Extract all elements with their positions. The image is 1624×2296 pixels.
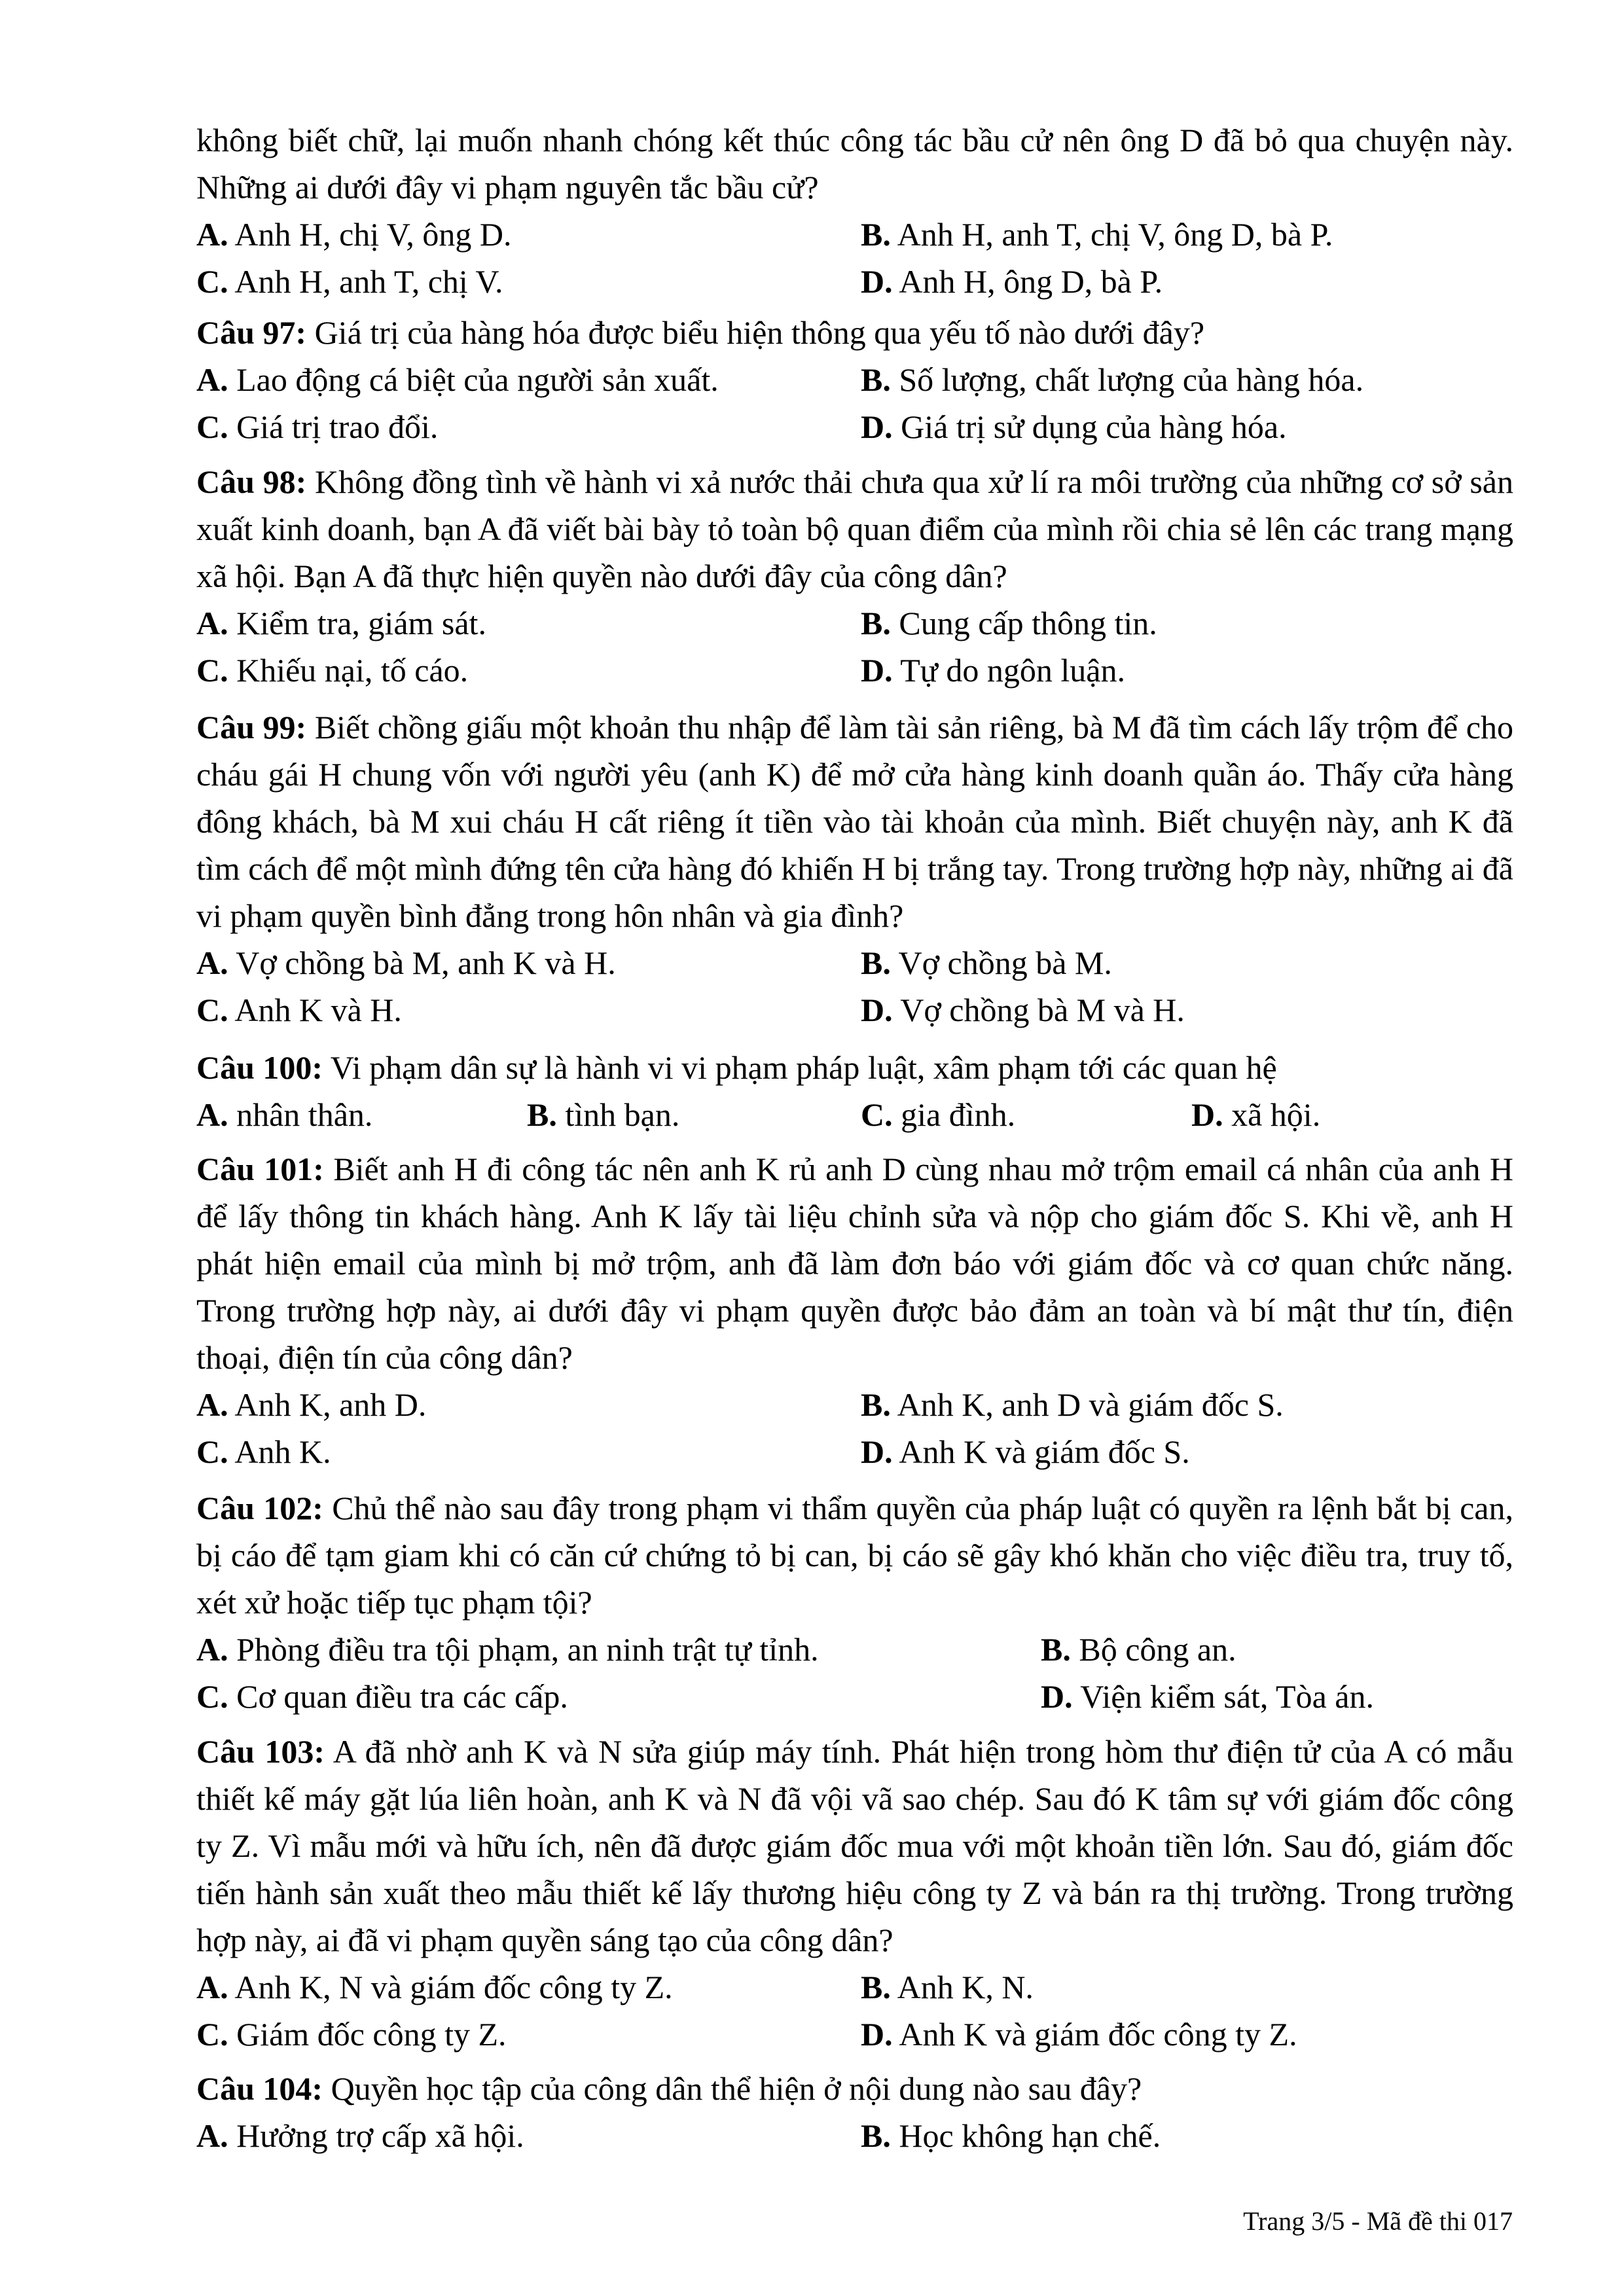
question-98 [196,458,1513,694]
options-row [196,1381,1513,1428]
question-label: Câu 98: [196,463,307,500]
question-text [196,1145,1513,1381]
option-letter: D. [861,992,893,1028]
option-letter: B. [861,605,891,641]
question-body: Quyền học tập của công dân thể hiện ở nội dung nào sau đây? [331,2070,1142,2107]
option-a [196,939,616,986]
option-text: Anh K, N và giám đốc công ty Z. [234,1969,673,2005]
option-letter: A. [196,944,228,981]
question-text [196,1728,1513,1964]
question-body: Chủ thể nào sau đây trong phạm vi thẩm quyền của pháp luật có quyền ra lệnh bắt bị can, bị cáo để tạm giam khi có căn cứ chứng tỏ bị can, bị cáo sẽ gây khó khăn cho việc điều tra, truy tố, xét xử hoặc tiếp tục phạm tội? [196,1490,1513,1621]
option-c [861,1091,1015,1138]
question-label: Câu 101: [196,1151,324,1187]
option-b [861,356,1363,403]
option-text: Anh K và H. [234,992,402,1028]
option-b [861,939,1112,986]
option-text: Tự do ngôn luận. [900,652,1125,689]
option-text: Bộ công an. [1079,1631,1236,1668]
question-text [196,309,1513,356]
question-label: Câu 100: [196,1049,323,1086]
question-label: Câu 103: [196,1733,325,1770]
option-letter: B. [861,1969,891,2005]
options-row [196,1428,1513,1475]
option-d [861,986,1185,1033]
option-a [196,1091,372,1138]
option-text: Hưởng trợ cấp xã hội. [236,2117,524,2154]
option-letter: C. [196,1678,228,1715]
option-b [861,600,1157,647]
question-label: Câu 104: [196,2070,323,2107]
option-letter: B. [861,361,891,398]
question-101 [196,1145,1513,1475]
option-letter: B. [1041,1631,1071,1668]
question-103 [196,1728,1513,2058]
question-body: Vi phạm dân sự là hành vi vi phạm pháp luật, xâm phạm tới các quan hệ [330,1049,1277,1086]
option-text: Lao động cá biệt của người sản xuất. [236,361,719,398]
question-body: Biết chồng giấu một khoản thu nhập để làm tài sản riêng, bà M đã tìm cách lấy trộm để cho cháu gái H chung vốn với người yêu (anh K) để mở cửa hàng kinh doanh quần áo. Thấy cửa hàng đông khách, bà M xui cháu H cất riêng ít tiền vào tài khoản của mình. Biết chuyện này, anh K đã tìm cách để một mình đứng tên cửa hàng đó khiến H bị trắng tay. Trong trường hợp này, những ai đã vi phạm quyền bình đẳng trong hôn nhân và gia đình? [196,709,1514,934]
option-letter: A. [196,605,228,641]
option-text: Viện kiểm sát, Tòa án. [1080,1678,1374,1715]
option-text: Anh K, anh D. [234,1386,427,1423]
option-text: Giá trị trao đổi. [236,408,439,445]
option-d [1041,1673,1374,1720]
option-a [196,211,512,258]
option-letter: C. [196,1433,228,1470]
options-row [196,356,1513,403]
question-99 [196,704,1513,1033]
option-letter: C. [861,1096,893,1133]
option-text: Số lượng, chất lượng của hàng hóa. [899,361,1364,398]
options-row [196,2112,1513,2159]
option-text: Giá trị sử dụng của hàng hóa. [901,408,1287,445]
option-d [861,2011,1297,2058]
option-text: Vợ chồng bà M, anh K và H. [236,944,616,981]
option-c [196,258,503,305]
option-text: gia đình. [901,1096,1016,1133]
option-letter: D. [1041,1678,1073,1715]
option-d [1191,1091,1320,1138]
options-row [196,1626,1513,1673]
option-letter: C. [196,263,228,300]
option-d [861,258,1163,305]
option-text: Anh K và giám đốc S. [899,1433,1190,1470]
option-text: Anh H, ông D, bà P. [899,263,1163,300]
options-row [196,258,1513,305]
option-c [196,403,438,450]
question-97 [196,309,1513,450]
option-text: Vợ chồng bà M. [898,944,1112,981]
option-letter: D. [861,1433,893,1470]
option-c [196,647,468,694]
option-letter: D. [861,263,893,300]
option-letter: A. [196,1969,228,2005]
question-text: không biết chữ, lại muốn nhanh chóng kết thúc công tác bầu cử nên ông D đã bỏ qua chuyện này. Những ai dưới đây vi phạm nguyên tắc bầu cử? [196,122,1513,206]
option-letter: A. [196,1386,228,1423]
option-text: Cung cấp thông tin. [899,605,1157,641]
question-text [196,1484,1513,1626]
option-text: Anh K. [234,1433,331,1470]
page-footer: Trang 3/5 - Mã đề thi 017 [1243,2206,1513,2236]
option-a [196,1964,673,2011]
option-text: Giám đốc công ty Z. [236,2016,507,2053]
option-letter: D. [1191,1096,1223,1133]
option-text: xã hội. [1231,1096,1321,1133]
option-a [196,2112,524,2159]
options-row [196,939,1513,986]
option-letter: A. [196,361,228,398]
option-text: Học không hạn chế. [899,2117,1161,2154]
options-row [196,1964,1513,2011]
option-b [861,211,1333,258]
option-letter: D. [861,2016,893,2053]
option-text: Vợ chồng bà M và H. [900,992,1185,1028]
question-text [196,1044,1513,1091]
question-text [196,458,1513,600]
question-text [196,704,1513,939]
options-row [196,403,1513,450]
option-a [196,1626,819,1673]
option-d [861,647,1125,694]
options-row [196,600,1513,647]
question-104 [196,2065,1513,2159]
option-a [196,600,486,647]
option-letter: C. [196,408,228,445]
option-a [196,356,719,403]
option-letter: A. [196,1096,228,1133]
option-letter: C. [196,992,228,1028]
option-text: Anh K, N. [897,1969,1034,2005]
question-96-continuation [196,117,1513,305]
option-text: Khiếu nại, tố cáo. [236,652,469,689]
option-letter: A. [196,216,228,253]
option-text: Anh H, chị V, ông D. [234,216,512,253]
option-b [861,2112,1161,2159]
option-text: Anh K, anh D và giám đốc S. [897,1386,1284,1423]
options-row [196,2011,1513,2058]
option-a [196,1381,426,1428]
option-d [861,403,1287,450]
option-b [861,1964,1034,2011]
option-letter: B. [861,216,891,253]
option-text: tình bạn. [565,1096,680,1133]
option-text: Cơ quan điều tra các cấp. [236,1678,568,1715]
option-letter: B. [861,1386,891,1423]
option-letter: C. [196,652,228,689]
options-row [196,211,1513,258]
question-100 [196,1044,1513,1138]
option-c [196,1673,568,1720]
option-text: Kiểm tra, giám sát. [236,605,486,641]
option-letter: C. [196,2016,228,2053]
option-b [527,1091,679,1138]
question-text [196,2065,1513,2112]
option-letter: D. [861,652,893,689]
question-body: Không đồng tình về hành vi xả nước thải chưa qua xử lí ra môi trường của những cơ sở sản xuất kinh doanh, bạn A đã viết bài bày tỏ toàn bộ quan điểm của mình rồi chia sẻ lên các trang mạng xã hội. Bạn A đã thực hiện quyền nào dưới đây của công dân? [196,463,1513,594]
options-row [196,1673,1513,1720]
option-c [196,1428,331,1475]
option-b [1041,1626,1236,1673]
option-c [196,986,402,1033]
question-body: A đã nhờ anh K và N sửa giúp máy tính. Phát hiện trong hòm thư điện tử của A có mẫu thiết kế máy gặt lúa liên hoàn, anh K và N đã vội vã sao chép. Sau đó K tâm sự với giám đốc công ty Z. Vì mẫu mới và hữu ích, nên đã được giám đốc mua với một khoản tiền lớn. Sau đó, giám đốc tiến hành sản xuất theo mẫu thiết kế lấy thương hiệu công ty Z và bán ra thị trường. Trong trường hợp này, ai đã vi phạm quyền sáng tạo của công dân? [196,1733,1513,1958]
option-text: Anh K và giám đốc công ty Z. [899,2016,1297,2053]
option-text: Anh H, anh T, chị V, ông D, bà P. [897,216,1333,253]
option-letter: A. [196,1631,228,1668]
option-letter: A. [196,2117,228,2154]
option-letter: B. [861,2117,891,2154]
question-body: Biết anh H đi công tác nên anh K rủ anh D cùng nhau mở trộm email cá nhân của anh H để lấy thông tin khách hàng. Anh K lấy tài liệu chỉnh sửa và nộp cho giám đốc S. Khi về, anh H phát hiện email của mình bị mở trộm, anh đã làm đơn báo với giám đốc và cơ quan chức năng. Trong trường hợp này, ai dưới đây vi phạm quyền được bảo đảm an toàn và bí mật thư tín, điện thoại, điện tín của công dân? [196,1151,1513,1376]
option-text: Anh H, anh T, chị V. [234,263,503,300]
question-label: Câu 102: [196,1490,323,1526]
option-letter: D. [861,408,893,445]
question-body: Giá trị của hàng hóa được biểu hiện thông qua yếu tố nào dưới đây? [314,314,1205,351]
option-letter: B. [527,1096,557,1133]
option-text: nhân thân. [236,1096,373,1133]
options-row [196,647,1513,694]
option-letter: B. [861,944,891,981]
options-row [196,1091,1513,1138]
question-label: Câu 99: [196,709,307,745]
option-c [196,2011,507,2058]
options-row [196,986,1513,1033]
question-102 [196,1484,1513,1720]
question-label: Câu 97: [196,314,307,351]
option-d [861,1428,1190,1475]
option-text: Phòng điều tra tội phạm, an ninh trật tự tỉnh. [236,1631,819,1668]
option-b [861,1381,1284,1428]
